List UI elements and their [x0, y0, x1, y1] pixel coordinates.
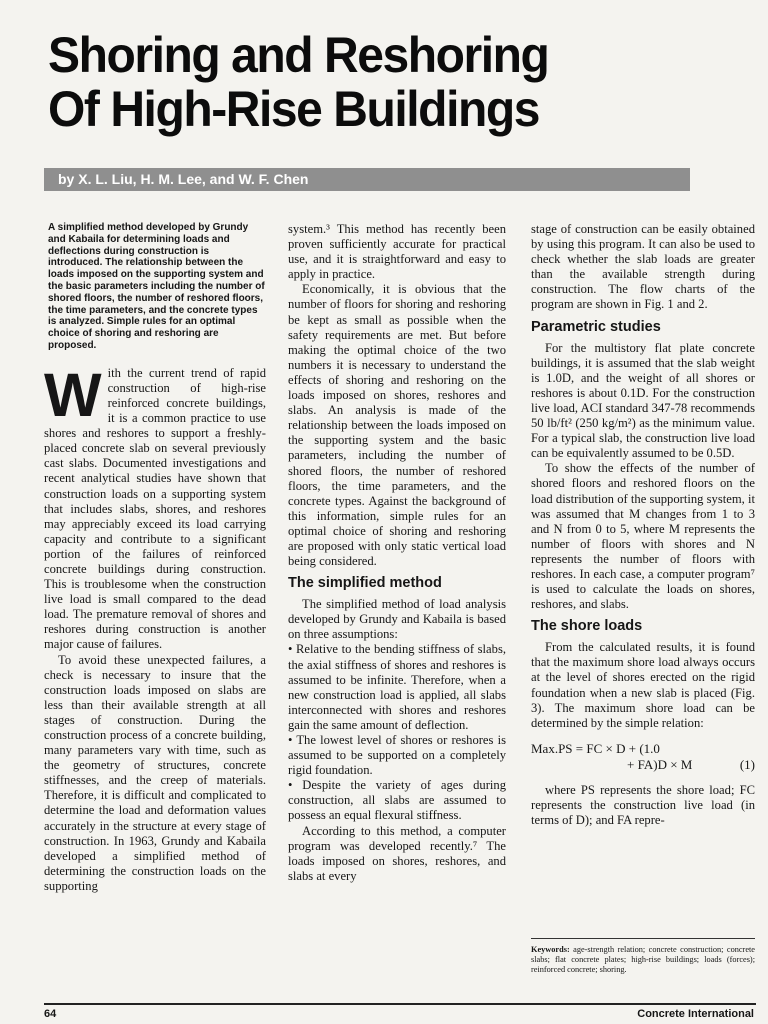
- keywords-text: age-strength relation; concrete construction; concrete slabs; flat concrete plates; high-rise buildings; loads (forces); reinforced concrete; shoring.: [531, 945, 755, 974]
- drop-cap: W: [44, 360, 102, 429]
- column-3: [531, 222, 755, 828]
- paragraph: where PS represents the shore load; FC represents the construction live load (in terms of D); and FA repre-: [531, 782, 755, 827]
- paragraph: Economically, it is obvious that the number of floors for shoring and reshoring be kept as small as possible when the safety requirements are met. But before making the optimal choice of the two numbers it is necessary to understand the effects of shoring and reshoring on the loads imposed on shores, reshores and slabs. An analysis is made of the relationship between the loads imposed on the supporting system and the basic parameters, including the number of shored floors, the number of reshored floors, the time parameters, and the concrete types. Against the background of this information, simple rules for an optimal choice of shoring and reshoring are proposed with only static vertical load being considered.: [288, 282, 506, 569]
- bullet-item: • The lowest level of shores or reshores is assumed to be supported on a completely rigid foundation.: [288, 733, 506, 778]
- intro-text: ith the current trend of rapid construction of high-rise reinforced concrete buildings, it is a common practice to use shores and reshores to support a freshly-placed concrete slab on several previously cast slabs. Documented investigations and recent analytical studies have shown that construction loads on a supporting system that includes slabs, shores, and reshores may appreciably exceed its load carrying capacity and contribute to a significant portion of the failures of reinforced concrete buildings during construction. This is troublesome when the construction live load is small compared to the dead load. The premature removal of shores and reshores during construction is another major cause of failures.: [44, 365, 266, 652]
- paragraph: To avoid these unexpected failures, a check is necessary to insure that the construction loads imposed on slabs are less than their available strength at all stages of construction. During the construction process of a concrete building, many parameters vary with time, such as the geometry of structures, concrete stiffnesses, and the creep of materials. Therefore, it is difficult and complicated to determine the load and deformation values accurately in the structure at every stage of construction. In 1963, Grundy and Kabaila developed a simplified method of determining the construction loads on the supporting: [44, 652, 266, 893]
- article-title: [48, 28, 701, 136]
- paragraph: To show the effects of the number of shored floors and reshored floors on the load distribution of the supporting system, it was assumed that M changes from 1 to 3 and N from 0 to 5, where M represents the number of floors with shores and N represents the number of floors with reshores. In each case, a computer program⁷ is used to calculate the loads on shores, reshores, and slabs.: [531, 461, 755, 612]
- footer-rule: [44, 1003, 756, 1005]
- intro-paragraph: [44, 360, 266, 653]
- bullet-item: • Relative to the bending stiffness of slabs, the axial stiffness of shores and reshores is assumed to be infinite. Therefore, when a new construction load is applied, all slabs interconnected with shores and reshores gain the same amount of deflection.: [288, 642, 506, 732]
- paragraph: According to this method, a computer program was developed recently.⁷ The loads imposed on shores, reshores, and slabs at every: [288, 823, 506, 883]
- journal-name: Concrete International: [637, 1008, 754, 1020]
- equation-line-2-text: + FA)D × M: [627, 756, 693, 772]
- paragraph: The simplified method of load analysis developed by Grundy and Kabaila is based on three assumptions:: [288, 597, 506, 642]
- equation-line-1: Max.PS = FC × D + (1.0: [531, 740, 660, 756]
- equation-1: [531, 741, 755, 773]
- section-heading-simplified-method: The simplified method: [288, 575, 442, 592]
- paragraph: system.³ This method has recently been proven sufficiently accurate for practical use, and it is straightforward and easy to apply in practice.: [288, 222, 506, 282]
- title-line-2: Of High-Rise Buildings: [48, 81, 539, 137]
- paragraph: stage of construction can be easily obtained by using this program. It can also be used to check whether the slab loads are greater than the available strength during construction. The flow charts of the program are shown in Fig. 1 and 2.: [531, 222, 755, 312]
- equation-number: (1): [739, 756, 755, 772]
- bullet-item: • Despite the variety of ages during construction, all slabs are assumed to possess an equal flexural stiffness.: [288, 778, 506, 823]
- byline-bar: by X. L. Liu, H. M. Lee, and W. F. Chen: [44, 168, 690, 191]
- page-number: 64: [44, 1008, 57, 1020]
- section-heading-parametric-studies: Parametric studies: [531, 318, 661, 335]
- keywords-box: [531, 938, 755, 975]
- keywords-label: Keywords:: [531, 945, 570, 954]
- abstract: A simplified method developed by Grundy and Kabaila for determining loads and deflections during construction is introduced. The relationship between the loads imposed on the supporting system and the basic parameters including the number of shored floors, the number of reshored floors, the time parameters, and the concrete types is analyzed. Simple rules for an optimal choice of shoring and reshoring are proposed.: [48, 222, 265, 351]
- paragraph: For the multistory flat plate concrete buildings, it is assumed that the slab weight is 1.0D, and the weight of all shores or reshores is about 0.1D. For the construction live load, ACI standard 347-78 recommends 50 lb/ft² (250 kg/m²) as the minimum value. For a typical slab, the construction live load can be equivalently assumed to be 0.5D.: [531, 340, 755, 461]
- equation-line-2: [531, 757, 755, 773]
- title-line-1: Shoring and Reshoring: [48, 27, 549, 83]
- paragraph: From the calculated results, it is found that the maximum shore load always occurs at the level of shores erected on the rigid foundation when a new slab is placed (Fig. 3). The maximum shore load can be determined by the simple relation:: [531, 640, 755, 730]
- section-heading-shore-loads: The shore loads: [531, 618, 643, 635]
- column-2: [288, 222, 506, 884]
- column-1: [44, 222, 266, 894]
